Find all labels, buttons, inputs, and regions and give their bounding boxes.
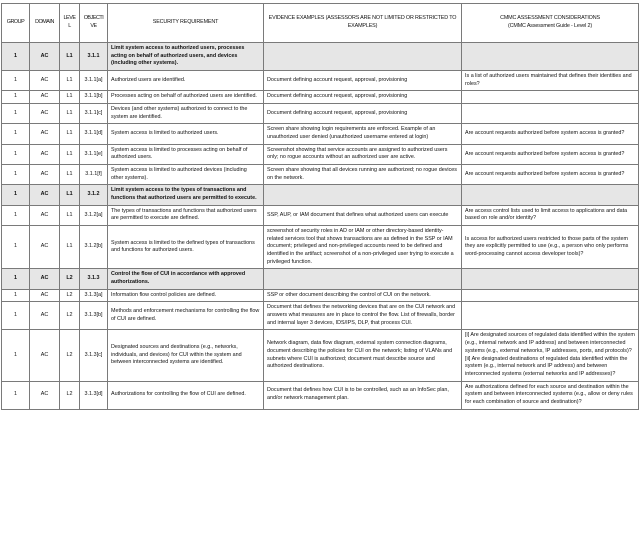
row-cell-objective[interactable]: 3.1.1[d] <box>80 124 108 144</box>
cmmc-considerations-line-2: (CMMC Assessment Guide - Level 2) <box>507 23 593 29</box>
row-cell-objective[interactable]: 3.1.1[a] <box>80 71 108 91</box>
row-cell-level[interactable]: L1 <box>60 104 80 124</box>
row-cell-cmmc-considerations[interactable]: Is a list of authorized users maintained that defines their identities and roles? <box>462 71 639 91</box>
row-cell-evidence[interactable]: Document defining account request, approval, provisioning <box>264 91 462 104</box>
row-cell-group[interactable]: 1 <box>2 91 30 104</box>
row-cell-cmmc-considerations[interactable]: Are account requests authorized before system access is granted? <box>462 144 639 164</box>
row-cell-cmmc-considerations[interactable]: Are access control lists used to limit access to applications and data based on role and/or identity? <box>462 205 639 225</box>
row-cell-objective[interactable]: 3.1.3[a] <box>80 289 108 302</box>
row-cell-objective[interactable]: 3.1.1[f] <box>80 165 108 185</box>
row-cell-cmmc-considerations[interactable] <box>462 269 639 289</box>
row-cell-evidence[interactable]: Network diagram, data flow diagram, external system connection diagrams, document describing the policies for CUI on the network; listing of VLANs and subnets where CUI is authorized; document must describe source and authorized destinations. <box>264 330 462 381</box>
row-cell-cmmc-considerations[interactable] <box>462 302 639 330</box>
row-cell-evidence[interactable]: Document defining account request, approval, provisioning <box>264 71 462 91</box>
row-cell-group[interactable]: 1 <box>2 302 30 330</box>
row-cell-objective[interactable]: 3.1.1[e] <box>80 144 108 164</box>
row-cell-objective[interactable]: 3.1.2 <box>80 185 108 205</box>
row-cell-level[interactable]: L1 <box>60 165 80 185</box>
row-cell-group[interactable]: 1 <box>2 185 30 205</box>
row-cell-level[interactable]: L1 <box>60 71 80 91</box>
row-cell-domain[interactable]: AC <box>30 104 60 124</box>
row-cell-level[interactable]: L1 <box>60 124 80 144</box>
row-cell-security-requirement[interactable]: System access is limited to the defined types of transactions and functions for authorized users. <box>108 226 264 269</box>
row-cell-security-requirement[interactable]: Designated sources and destinations (e.g., networks, individuals, and devices) for CUI within the system and between interconnected systems are identified. <box>108 330 264 381</box>
row-cell-evidence[interactable]: SSP or other document describing the control of CUI on the network. <box>264 289 462 302</box>
column-header-cmmc-considerations[interactable] <box>462 4 639 43</box>
row-cell-domain[interactable]: AC <box>30 226 60 269</box>
row-cell-level[interactable]: L1 <box>60 185 80 205</box>
header-row <box>2 4 639 43</box>
row-cell-security-requirement[interactable]: Limit system access to the types of transactions and functions that authorized users are permitted to execute. <box>108 185 264 205</box>
cmmc-considerations-line-1: CMMC ASSESSMENT CONSIDERATIONS <box>500 15 600 22</box>
row-cell-group[interactable]: 1 <box>2 226 30 269</box>
row-cell-cmmc-considerations[interactable]: Are authorizations defined for each source and destination within the system and between interconnected systems (e.g., allow or deny rules for each combination of source and destination)? <box>462 381 639 409</box>
row-cell-evidence[interactable]: Document that defines how CUI is to be controlled, such as an InfoSec plan, and/or network management plan. <box>264 381 462 409</box>
row-cell-domain[interactable]: AC <box>30 91 60 104</box>
row-cell-security-requirement[interactable]: Information flow control policies are defined. <box>108 289 264 302</box>
row-cell-domain[interactable]: AC <box>30 381 60 409</box>
row-cell-cmmc-considerations[interactable] <box>462 185 639 205</box>
table-row[interactable] <box>2 205 639 225</box>
table-row[interactable] <box>2 104 639 124</box>
row-cell-group[interactable]: 1 <box>2 269 30 289</box>
row-cell-level[interactable]: L1 <box>60 43 80 71</box>
row-cell-domain[interactable]: AC <box>30 185 60 205</box>
table-row-section[interactable] <box>2 185 639 205</box>
row-cell-evidence[interactable]: Document defining account request, approval, provisioning <box>264 104 462 124</box>
row-cell-domain[interactable]: AC <box>30 330 60 381</box>
row-cell-evidence[interactable]: screenshot of security roles in AD or IAM or other directory-based identity-related services tool that shows transactions are as defined in the SSP or IAM document; privileged and non-privileged accounts need to be defined and identified in the artifact; screenshot of a non-privileged user trying to execute a privileged function. <box>264 226 462 269</box>
table-row[interactable] <box>2 165 639 185</box>
row-cell-domain[interactable]: AC <box>30 43 60 71</box>
row-cell-security-requirement[interactable]: System access is limited to authorized users. <box>108 124 264 144</box>
row-cell-security-requirement[interactable]: The types of transactions and functions that authorized users are permitted to execute are defined. <box>108 205 264 225</box>
row-cell-group[interactable]: 1 <box>2 381 30 409</box>
row-cell-domain[interactable]: AC <box>30 144 60 164</box>
row-cell-level[interactable]: L1 <box>60 226 80 269</box>
row-cell-security-requirement[interactable]: Control the flow of CUI in accordance with approved authorizations. <box>108 269 264 289</box>
row-cell-objective[interactable]: 3.1.3 <box>80 269 108 289</box>
row-cell-evidence[interactable]: Screen share showing login requirements are enforced. Example of an unauthorized user denied (unauthorized username entered at login) <box>264 124 462 144</box>
column-header-group[interactable]: GROUP <box>2 4 30 43</box>
table-row[interactable] <box>2 226 639 269</box>
table-row[interactable] <box>2 124 639 144</box>
row-cell-cmmc-considerations[interactable] <box>462 289 639 302</box>
table-header <box>2 4 639 43</box>
row-cell-evidence[interactable] <box>264 43 462 71</box>
row-cell-domain[interactable]: AC <box>30 302 60 330</box>
row-cell-security-requirement[interactable]: System access is limited to authorized devices (including other systems). <box>108 165 264 185</box>
row-cell-security-requirement[interactable]: System access is limited to processes acting on behalf of authorized users. <box>108 144 264 164</box>
row-cell-level[interactable]: L1 <box>60 205 80 225</box>
row-cell-level[interactable]: L2 <box>60 269 80 289</box>
row-cell-security-requirement[interactable]: Processes acting on behalf of authorized users are identified. <box>108 91 264 104</box>
row-cell-group[interactable]: 1 <box>2 205 30 225</box>
row-cell-group[interactable]: 1 <box>2 144 30 164</box>
table-row[interactable] <box>2 381 639 409</box>
row-cell-cmmc-considerations[interactable] <box>462 91 639 104</box>
table-row-section[interactable] <box>2 269 639 289</box>
table-row[interactable] <box>2 330 639 381</box>
row-cell-security-requirement[interactable]: Authorized users are identified. <box>108 71 264 91</box>
row-cell-security-requirement[interactable]: Devices (and other systems) authorized to connect to the system are identified. <box>108 104 264 124</box>
column-header-domain[interactable]: DOMAIN <box>30 4 60 43</box>
row-cell-domain[interactable]: AC <box>30 289 60 302</box>
row-cell-cmmc-considerations[interactable]: [i] Are designated sources of regulated data identified within the system (e.g., internal network and IP address) and between interconnected systems (e.g., external networks, IP addresses, ports, and protocols)? [ii] Are designated destinations of regulated data identified within the system (e.g., internal network and IP address) and between interconnected systems (external networks and IP addresses)? <box>462 330 639 381</box>
row-cell-group[interactable]: 1 <box>2 124 30 144</box>
row-cell-group[interactable]: 1 <box>2 71 30 91</box>
row-cell-cmmc-considerations[interactable]: Are account requests authorized before system access is granted? <box>462 124 639 144</box>
row-cell-group[interactable]: 1 <box>2 104 30 124</box>
row-cell-objective[interactable]: 3.1.1 <box>80 43 108 71</box>
row-cell-cmmc-considerations[interactable] <box>462 104 639 124</box>
column-header-objective[interactable]: OBJECTIVE <box>80 4 108 43</box>
row-cell-group[interactable]: 1 <box>2 289 30 302</box>
table-row-section[interactable] <box>2 43 639 71</box>
row-cell-domain[interactable]: AC <box>30 269 60 289</box>
row-cell-objective[interactable]: 3.1.2[a] <box>80 205 108 225</box>
row-cell-group[interactable]: 1 <box>2 43 30 71</box>
row-cell-domain[interactable]: AC <box>30 71 60 91</box>
row-cell-level[interactable]: L2 <box>60 289 80 302</box>
row-cell-cmmc-considerations[interactable] <box>462 43 639 71</box>
row-cell-evidence[interactable]: Screenshot showing that service accounts are assigned to authorized users only; no rogue accounts without an authorized user are active. <box>264 144 462 164</box>
table-row[interactable] <box>2 71 639 91</box>
row-cell-objective[interactable]: 3.1.2[b] <box>80 226 108 269</box>
column-header-security-requirement[interactable]: SECURITY REQUIREMENT <box>108 4 264 43</box>
row-cell-security-requirement[interactable]: Limit system access to authorized users, processes acting on behalf of authorized users, and devices (including other systems). <box>108 43 264 71</box>
row-cell-level[interactable]: L1 <box>60 144 80 164</box>
row-cell-objective[interactable]: 3.1.3[d] <box>80 381 108 409</box>
column-header-evidence-examples[interactable]: EVIDENCE EXAMPLES (ASSESSORS ARE NOT LIMITED OR RESTRICTED TO EXAMPLES) <box>264 4 462 43</box>
row-cell-objective[interactable]: 3.1.3[c] <box>80 330 108 381</box>
row-cell-evidence[interactable] <box>264 269 462 289</box>
cmmc-requirements-table <box>1 3 639 410</box>
row-cell-cmmc-considerations[interactable]: Are account requests authorized before system access is granted? <box>462 165 639 185</box>
table-row[interactable] <box>2 302 639 330</box>
row-cell-evidence[interactable]: Document that defines the networking devices that are on the CUI network and answers what measures are in place to control the flow. List of firewalls, border and internal layer 3 devices, IDS/IPS, DLP, that process CUI. <box>264 302 462 330</box>
table-row[interactable] <box>2 91 639 104</box>
row-cell-domain[interactable]: AC <box>30 124 60 144</box>
row-cell-objective[interactable]: 3.1.1[b] <box>80 91 108 104</box>
row-cell-security-requirement[interactable]: Methods and enforcement mechanisms for controlling the flow of CUI are defined. <box>108 302 264 330</box>
row-cell-group[interactable]: 1 <box>2 165 30 185</box>
row-cell-level[interactable]: L2 <box>60 302 80 330</box>
row-cell-level[interactable]: L2 <box>60 381 80 409</box>
row-cell-domain[interactable]: AC <box>30 205 60 225</box>
row-cell-level[interactable]: L2 <box>60 330 80 381</box>
row-cell-evidence[interactable]: Screen share showing that all devices running are authorized; no rogue devices on the network. <box>264 165 462 185</box>
column-header-level[interactable]: LEVEL <box>60 4 80 43</box>
row-cell-domain[interactable]: AC <box>30 165 60 185</box>
row-cell-objective[interactable]: 3.1.3[b] <box>80 302 108 330</box>
row-cell-evidence[interactable] <box>264 185 462 205</box>
row-cell-evidence[interactable]: SSP, AUP, or IAM document that defines what authorized users can execute <box>264 205 462 225</box>
table-row[interactable] <box>2 144 639 164</box>
row-cell-cmmc-considerations[interactable]: Is access for authorized users restricted to those parts of the system they are explicitly permitted to use (e.g., a person who only performs word-processing cannot access developer tools)? <box>462 226 639 269</box>
row-cell-level[interactable]: L1 <box>60 91 80 104</box>
row-cell-security-requirement[interactable]: Authorizations for controlling the flow of CUI are defined. <box>108 381 264 409</box>
table-row[interactable] <box>2 289 639 302</box>
row-cell-objective[interactable]: 3.1.1[c] <box>80 104 108 124</box>
table-body <box>2 43 639 410</box>
row-cell-group[interactable]: 1 <box>2 330 30 381</box>
